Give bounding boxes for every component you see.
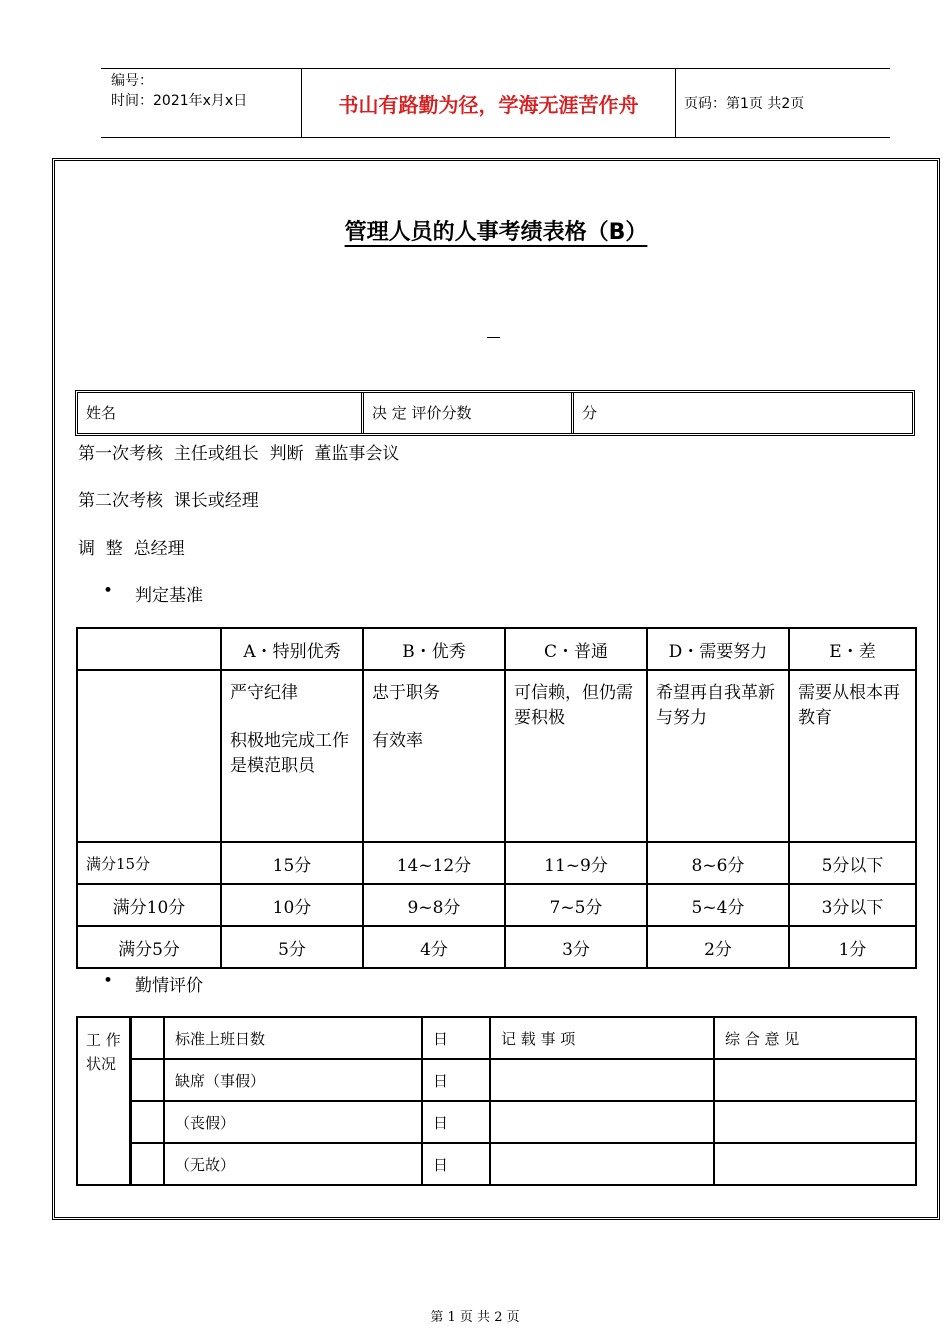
work-status-label: 工 作 状况: [77, 1017, 130, 1185]
attendance-opinion[interactable]: 综 合 意 见: [714, 1017, 916, 1059]
review-line-1: 第一次考核 主任或组长 判断 董监事会议: [78, 444, 400, 464]
page-header: [101, 68, 890, 138]
score-row-label: 满分15分: [77, 842, 221, 884]
grade-description-cell: [363, 670, 505, 842]
attendance-unit[interactable]: 日: [422, 1059, 490, 1101]
grade-header-cell: C・普通: [505, 628, 647, 670]
points-field[interactable]: 分: [582, 404, 598, 422]
grade-description-row: [77, 670, 916, 842]
grade-header-cell: B・优秀: [363, 628, 505, 670]
attendance-spacer: [130, 1143, 164, 1185]
section-attendance: 勤情评价: [135, 976, 203, 996]
bullet-dot: •: [103, 581, 114, 601]
attendance-opinion[interactable]: [714, 1059, 916, 1101]
score-cell: 15分: [221, 842, 363, 884]
score-cell: 3分: [505, 926, 647, 968]
header-divider: [675, 69, 676, 137]
attendance-unit[interactable]: 日: [422, 1101, 490, 1143]
score-cell: 7~5分: [505, 884, 647, 926]
score-cell: 5分: [221, 926, 363, 968]
attendance-unit[interactable]: 日: [422, 1143, 490, 1185]
description-text: 需要从根本再教育: [798, 683, 900, 728]
description-text: 有效率: [372, 731, 423, 751]
score-cell: 1分: [789, 926, 916, 968]
score-row: [77, 884, 916, 926]
score-cell: 14~12分: [363, 842, 505, 884]
score-cell: 8~6分: [647, 842, 789, 884]
attendance-item: （无故）: [164, 1143, 422, 1185]
attendance-table: [76, 1016, 917, 1186]
attendance-row: [77, 1101, 916, 1143]
score-cell: 4分: [363, 926, 505, 968]
date-label: 时间：2021年x月x日: [111, 93, 248, 109]
attendance-spacer: [130, 1101, 164, 1143]
score-row-label: 满分5分: [77, 926, 221, 968]
score-cell: 2分: [647, 926, 789, 968]
header-motto: 书山有路勤为径，学海无涯苦作舟: [338, 92, 639, 117]
grade-description-cell: [789, 670, 916, 842]
score-cell: 10分: [221, 884, 363, 926]
bullet-dot: •: [103, 971, 114, 991]
attendance-item: （丧假）: [164, 1101, 422, 1143]
grade-header-row: [77, 628, 916, 670]
score-row: [77, 926, 916, 968]
review-line-2: 第二次考核 课长或经理: [78, 491, 259, 511]
score-row: [77, 842, 916, 884]
attendance-opinion[interactable]: [714, 1101, 916, 1143]
header-page-info: 页码：第1页 共2页: [684, 96, 805, 112]
score-cell: 5~4分: [647, 884, 789, 926]
attendance-spacer: [130, 1059, 164, 1101]
attendance-item: 标准上班日数: [164, 1017, 422, 1059]
name-field[interactable]: 姓名: [86, 404, 117, 422]
section-criteria: 判定基准: [135, 586, 203, 606]
grade-description-cell: [647, 670, 789, 842]
grade-header-cell: [77, 628, 221, 670]
attendance-record[interactable]: 记 载 事 项: [490, 1017, 714, 1059]
dash-mark: [487, 337, 500, 338]
review-line-3: 调 整 总经理: [78, 539, 185, 559]
description-text: 严守纪律: [230, 683, 298, 703]
grade-header-cell: D・需要努力: [647, 628, 789, 670]
grade-description-cell: [221, 670, 363, 842]
description-text: 忠于职务: [372, 683, 440, 703]
attendance-unit[interactable]: 日: [422, 1017, 490, 1059]
attendance-row: [77, 1017, 916, 1059]
attendance-row: [77, 1059, 916, 1101]
attendance-record[interactable]: [490, 1101, 714, 1143]
attendance-row: [77, 1143, 916, 1185]
score-row-label: 满分10分: [77, 884, 221, 926]
grade-table: [76, 627, 917, 969]
description-text: 积极地完成工作是模范职员: [230, 731, 349, 776]
grade-header-cell: A・特别优秀: [221, 628, 363, 670]
decide-score-field[interactable]: 决 定 评价分数: [372, 404, 472, 422]
attendance-item: 缺席（事假）: [164, 1059, 422, 1101]
attendance-spacer: [130, 1017, 164, 1059]
description-text: 可信赖，但仍需要积极: [514, 683, 633, 728]
score-cell: 3分以下: [789, 884, 916, 926]
attendance-record[interactable]: [490, 1059, 714, 1101]
score-cell: 9~8分: [363, 884, 505, 926]
number-label: 编号：: [111, 73, 153, 89]
score-cell: 11~9分: [505, 842, 647, 884]
score-cell: 5分以下: [789, 842, 916, 884]
grade-header-cell: E・差: [789, 628, 916, 670]
header-meta: [111, 71, 247, 111]
attendance-opinion[interactable]: [714, 1143, 916, 1185]
page-title: [52, 215, 940, 246]
grade-description-cell: [505, 670, 647, 842]
page-footer: 第 1 页 共 2 页: [430, 1310, 520, 1325]
grade-description-cell: [77, 670, 221, 842]
description-text: 希望再自我革新与努力: [656, 683, 775, 728]
attendance-record[interactable]: [490, 1143, 714, 1185]
info-table: [75, 390, 915, 436]
title-text: 管理人员的人事考绩表格（B）: [344, 220, 648, 245]
